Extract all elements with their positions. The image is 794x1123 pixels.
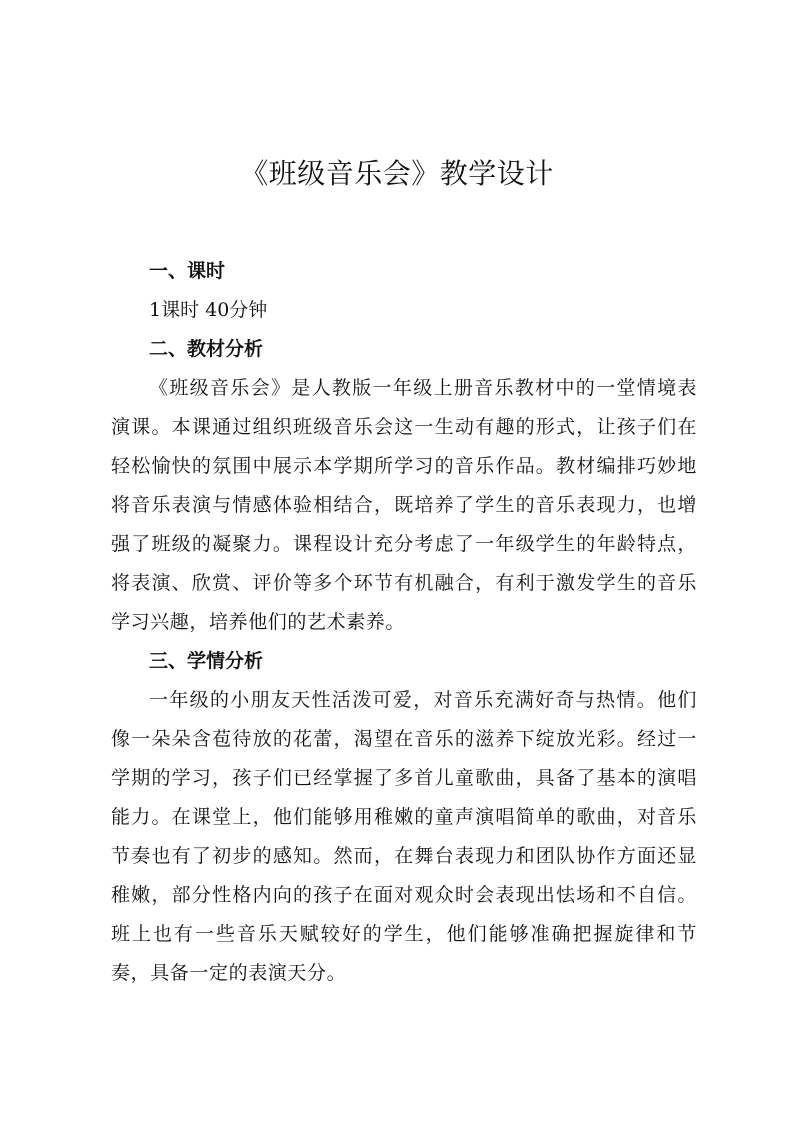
section-heading-class-hours: 一、课时 — [149, 260, 226, 282]
section-heading-student-analysis: 三、学情分析 — [149, 650, 264, 672]
section-text-class-hours: 1课时 40分钟 — [149, 299, 268, 321]
page-title: 《班级音乐会》教学设计 — [240, 157, 554, 190]
section-text-textbook-analysis: 《班级音乐会》是人教版一年级上册音乐教材中的一堂情境表演课。本课通过组织班级音乐会这一生动有趣的形式，让孩子们在轻松愉快的氛围中展示本学期所学习的音乐作品。教材编排巧妙地将音乐表演与情感体验相结合，既培养了学生的音乐表现力，也增强了班级的凝聚力。课程设计充分考虑了一年级学生的年龄特点，将表演、欣赏、评价等多个环节有机融合，有利于激发学生的音乐学习兴趣，培养他们的艺术素养。 — [111, 377, 697, 633]
section-text-student-analysis: 一年级的小朋友天性活泼可爱，对音乐充满好奇与热情。他们像一朵朵含苞待放的花蕾，渴望在音乐的滋养下绽放光彩。经过一学期的学习，孩子们已经掌握了多首儿童歌曲，具备了基本的演唱能力。在课堂上，他们能够用稚嫩的童声演唱简单的歌曲，对音乐节奏也有了初步的感知。然而，在舞台表现力和团队协作方面还显稚嫩，部分性格内向的孩子在面对观众时会表现出怯场和不自信。班上也有一些音乐天赋较好的学生，他们能够准确把握旋律和节奏，具备一定的表演天分。 — [111, 689, 697, 984]
section-heading-textbook-analysis: 二、教材分析 — [149, 338, 264, 360]
document-body — [111, 252, 697, 993]
